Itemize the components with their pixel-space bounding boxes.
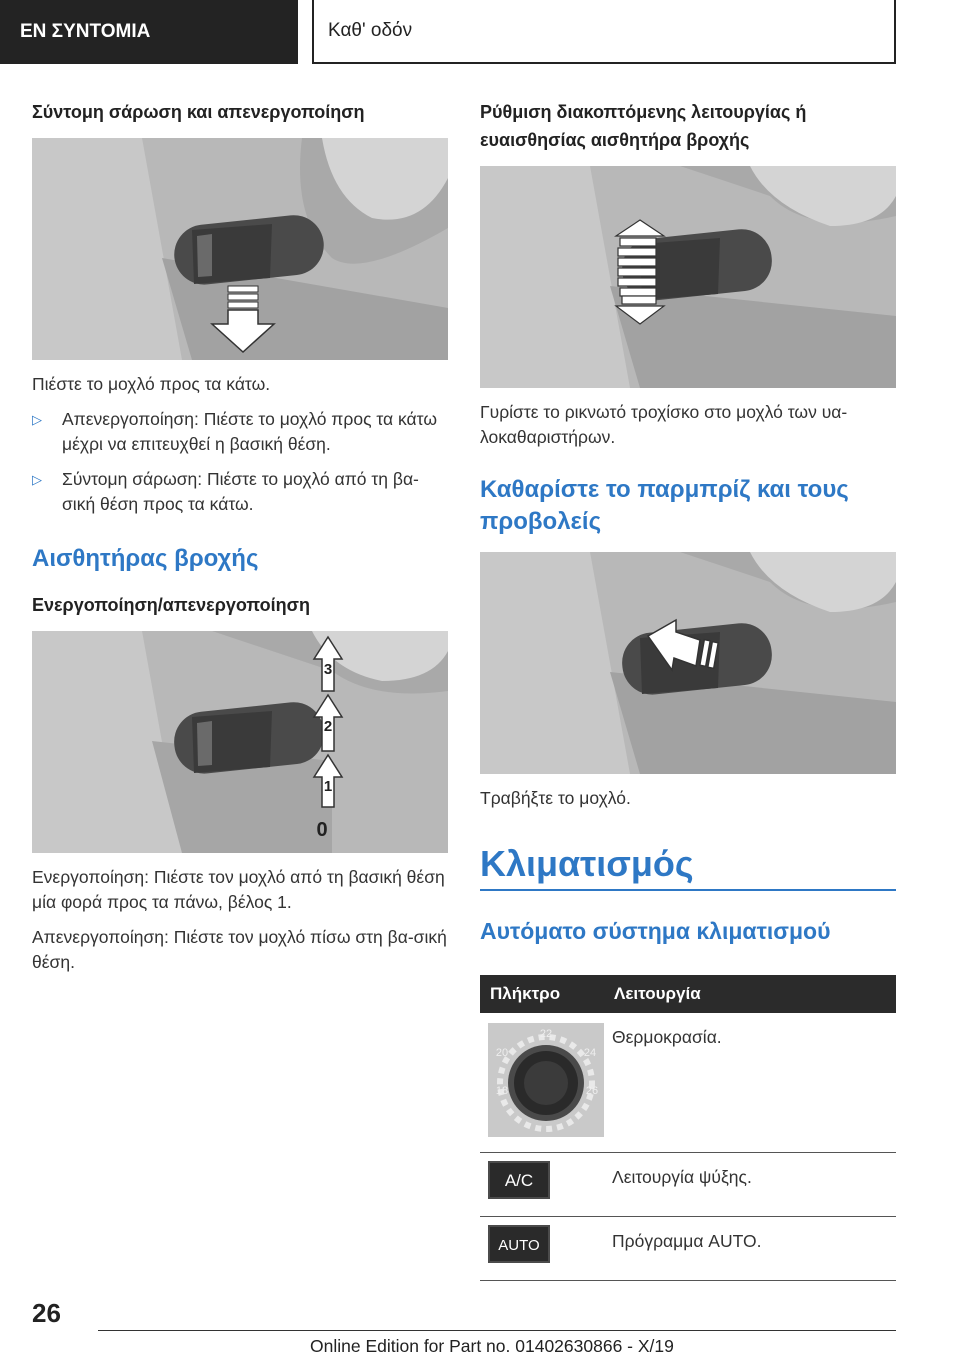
rain-sensor-lever-illustration	[32, 631, 448, 853]
thumbwheel-illustration	[480, 166, 896, 388]
climate-control-heading: Κλιματισμός	[480, 843, 694, 884]
ac-key-label: A/C	[504, 1171, 534, 1190]
temp-label-22: 22	[539, 1028, 553, 1040]
auto-button-icon	[488, 1225, 550, 1263]
section-tab	[0, 0, 298, 64]
arrow-label-1: 1	[323, 778, 333, 795]
base-position-label: 0	[316, 819, 328, 841]
temp-label-24: 24	[583, 1047, 597, 1059]
chapter-header	[312, 0, 896, 64]
activation-subheading: Ενεργοποίηση/απενεργοποίηση	[32, 595, 310, 615]
function-cooling: Λειτουργία ψύξης.	[604, 1153, 896, 1217]
footer-rule	[98, 1330, 896, 1331]
temp-label-20: 20	[495, 1047, 509, 1059]
heading-rule	[480, 889, 896, 891]
bullet-item	[32, 467, 448, 517]
col-header-function: Λειτουργία	[604, 975, 896, 1013]
function-temperature: Θερμοκρασία.	[604, 1013, 896, 1153]
ac-button-icon	[488, 1161, 550, 1199]
rain-sensor-heading: Αισθητήρας βροχής	[32, 545, 259, 572]
page-number: 26	[32, 1298, 61, 1328]
climate-keys-table	[480, 975, 896, 1281]
short-wipe-heading: Σύντομη σάρωση και απενεργοποίηση	[32, 102, 365, 122]
lever-down-text: Πιέστε το μοχλό προς τα κάτω.	[32, 374, 271, 394]
activation-text: Ενεργοποίηση: Πιέστε τον μοχλό από τη βασική θέση μία φορά προς τα πάνω, βέλος 1.	[32, 867, 445, 912]
edition-footer: Online Edition for Part no. 01402630866 - X/19	[310, 1336, 674, 1356]
auto-key-label: AUTO	[498, 1237, 540, 1254]
chapter-title: Καθ' οδόν	[328, 20, 413, 41]
arrow-label-2: 2	[323, 718, 333, 735]
table-row	[480, 1013, 896, 1153]
automatic-climate-heading: Αυτόματο σύστημα κλιματισμού	[480, 918, 831, 944]
function-auto: Πρόγραμμα AUTO.	[604, 1217, 896, 1281]
thumbwheel-text: Γυρίστε το ρικνωτό τροχίσκο στο μοχλό των υα-λοκαθαριστήρων.	[480, 402, 848, 447]
arrow-label-3: 3	[323, 661, 333, 678]
table-row	[480, 1153, 896, 1217]
left-column	[32, 98, 448, 975]
bullet-text: Σύντομη σάρωση: Πιέστε το μοχλό από τη βα-σική θέση προς τα κάτω.	[62, 469, 419, 514]
table-row	[480, 1217, 896, 1281]
deactivation-text: Απενεργοποίηση: Πιέστε τον μοχλό πίσω στη βα-σική θέση.	[32, 927, 447, 972]
temperature-dial-icon	[488, 1023, 604, 1137]
right-column	[480, 98, 896, 1281]
interval-heading: Ρύθμιση διακοπτόμενης λειτουργίας ή ευαισθησίας αισθητήρα βροχής	[480, 102, 807, 150]
clean-windscreen-heading: Καθαρίστε το παρμπρίζ και τους προβολείς	[480, 476, 849, 535]
triangle-bullet-icon: ▷	[32, 472, 42, 487]
temp-label-26: 26	[585, 1085, 599, 1097]
table-header-row	[480, 975, 896, 1013]
bullet-text: Απενεργοποίηση: Πιέστε το μοχλό προς τα κάτω μέχρι να επιτευχθεί η βασική θέση.	[62, 409, 437, 454]
pull-lever-text: Τραβήξτε το μοχλό.	[480, 788, 631, 808]
temp-label-18: 18	[495, 1085, 509, 1097]
lever-push-down-illustration	[32, 138, 448, 360]
col-header-key: Πλήκτρο	[480, 975, 604, 1013]
lever-pull-illustration	[480, 552, 896, 774]
section-title: ΕΝ ΣΥΝΤΟΜΙΑ	[20, 21, 151, 42]
bullet-item	[32, 407, 448, 457]
triangle-bullet-icon: ▷	[32, 412, 42, 427]
